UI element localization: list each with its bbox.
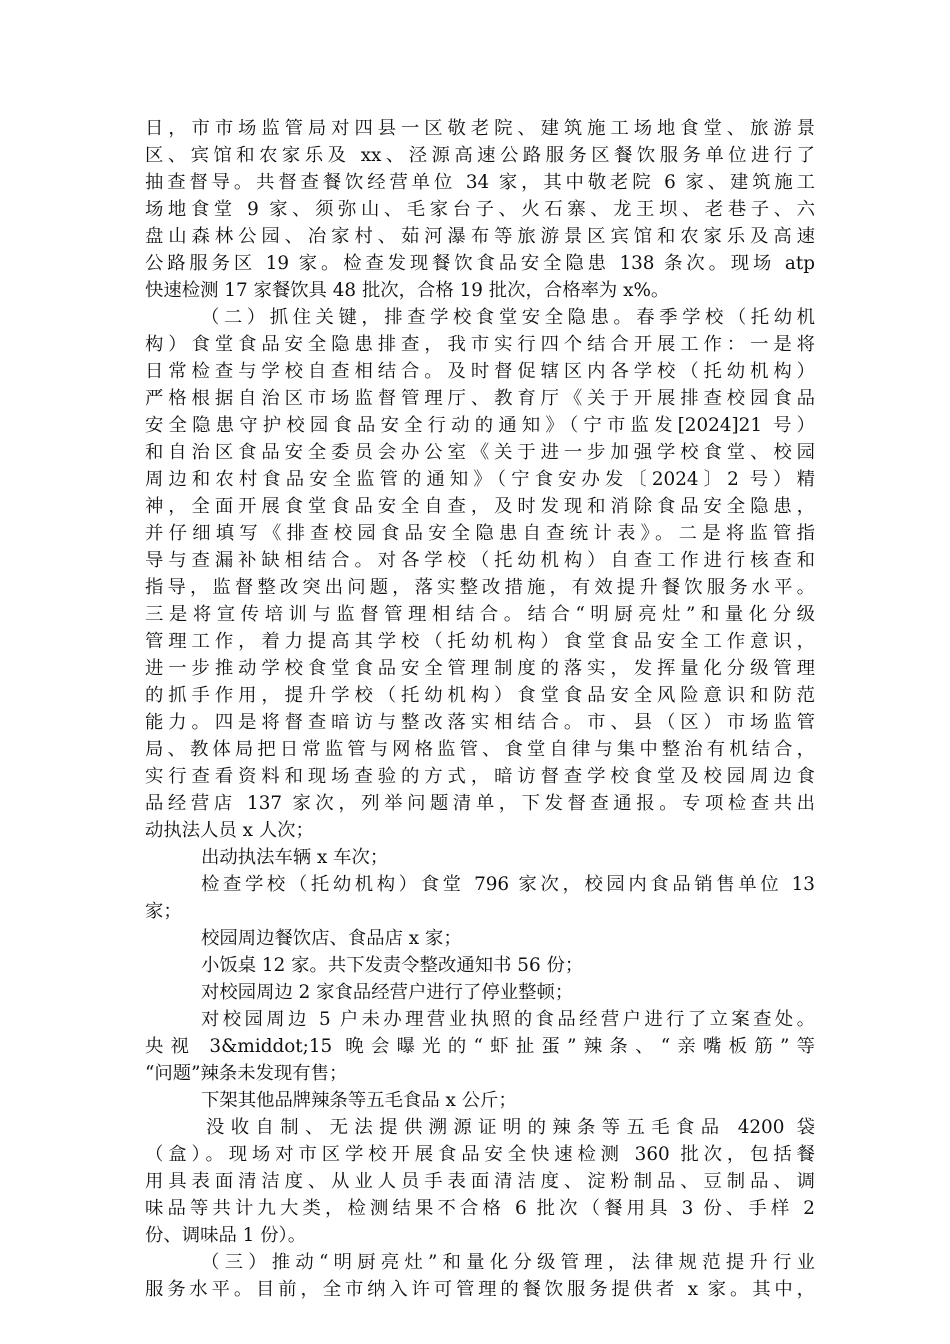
paragraph-line: 家； bbox=[145, 901, 182, 922]
paragraph-line: 快速检测 17 家餐饮具 48 批次，合格 19 批次，合格率为 x%。 bbox=[145, 280, 670, 301]
paragraph-line: 导与查漏补缺相结合。对各学校（托幼机构）自查工作进行核查和 bbox=[145, 550, 815, 571]
paragraph-line: 进一步推动学校食堂食品安全管理制度的落实，发挥量化分级管理 bbox=[145, 658, 815, 679]
paragraph-line: 出动执法车辆 x 车次； bbox=[201, 847, 389, 868]
paragraph-line: 管理工作，着力提高其学校（托幼机构）食堂食品安全工作意识， bbox=[145, 631, 815, 652]
paragraph-line: 的抓手作用，提升学校（托幼机构）食堂食品安全风险意识和防范 bbox=[145, 685, 815, 706]
paragraph-line: 日常检查与学校自查相结合。及时督促辖区内各学校（托幼机构） bbox=[145, 361, 815, 382]
paragraph-line: 服务水平。目前，全市纳入许可管理的餐饮服务提供者 x 家。其中， bbox=[145, 1279, 815, 1300]
paragraph-line: 对校园周边 2 家食品经营户进行了停业整顿； bbox=[201, 982, 574, 1003]
paragraph-line: 央视 3&middot;15 晚会曝光的“虾扯蛋”辣条、“亲嘴板筋”等 bbox=[145, 1036, 815, 1057]
paragraph-line: 品经营店 137 家次，列举问题清单，下发督查通报。专项检查共出 bbox=[145, 793, 815, 814]
paragraph-line: “问题”辣条未发现有售； bbox=[145, 1063, 348, 1084]
paragraph-line: 公路服务区 19 家。检查发现餐饮食品安全隐患 138 条次。现场 atp bbox=[145, 253, 815, 274]
paragraph-line: 日，市市场监管局对四县一区敬老院、建筑施工场地食堂、旅游景 bbox=[145, 118, 815, 139]
paragraph-line: 动执法人员 x 人次； bbox=[145, 820, 314, 841]
paragraph-line: 没收自制、无法提供溯源证明的辣条等五毛食品 4200 袋 bbox=[206, 1117, 815, 1138]
paragraph-line: 味品等共计九大类，检测结果不合格 6 批次（餐用具 3 份、手样 2 bbox=[145, 1198, 815, 1219]
paragraph-line: （二）抓住关键，排查学校食堂安全隐患。春季学校（托幼机 bbox=[201, 307, 815, 328]
paragraph-line: 检查学校（托幼机构）食堂 796 家次，校园内食品销售单位 13 bbox=[201, 874, 815, 895]
paragraph-line: 构）食堂食品安全隐患排查，我市实行四个结合开展工作：一是将 bbox=[145, 334, 815, 355]
paragraph-line: 份、调味品 1 份）。 bbox=[145, 1225, 307, 1246]
paragraph-line: 场地食堂 9 家、须弥山、毛家台子、火石寨、龙王坝、老巷子、六 bbox=[145, 199, 815, 220]
paragraph-line: 并仔细填写《排查校园食品安全隐患自查统计表》。二是将监管指 bbox=[145, 523, 815, 544]
paragraph-line: 下架其他品牌辣条等五毛食品 x 公斤； bbox=[201, 1090, 517, 1111]
paragraph-line: （三）推动“明厨亮灶”和量化分级管理，法律规范提升行业 bbox=[201, 1252, 815, 1273]
paragraph-line: 小饭桌 12 家。共下发责令整改通知书 56 份； bbox=[201, 955, 584, 976]
paragraph-line: 三是将宣传培训与监督管理相结合。结合“明厨亮灶”和量化分级 bbox=[145, 604, 815, 625]
paragraph-line: 抽查督导。共督查餐饮经营单位 34 家，其中敬老院 6 家、建筑施工 bbox=[145, 172, 815, 193]
paragraph-line: 和自治区食品安全委员会办公室《关于进一步加强学校食堂、校园 bbox=[145, 442, 815, 463]
paragraph-line: 周边和农村食品安全监管的通知》（宁食安办发〔2024〕2 号）精 bbox=[145, 469, 815, 490]
paragraph-line: 盘山森林公园、冶家村、茹河瀑布等旅游景区宾馆和农家乐及高速 bbox=[145, 226, 815, 247]
paragraph-line: 能力。四是将督查暗访与整改落实相结合。市、县（区）市场监管 bbox=[145, 712, 815, 733]
paragraph-line: 区、宾馆和农家乐及 xx、泾源高速公路服务区餐饮服务单位进行了 bbox=[145, 145, 815, 166]
paragraph-line: 对校园周边 5 户未办理营业执照的食品经营户进行了立案查处。 bbox=[201, 1009, 815, 1030]
paragraph-line: 用具表面清洁度、从业人员手表面清洁度、淀粉制品、豆制品、调 bbox=[145, 1171, 815, 1192]
paragraph-line: 神，全面开展食堂食品安全自查，及时发现和消除食品安全隐患， bbox=[145, 496, 815, 517]
paragraph-line: 安全隐患守护校园食品安全行动的通知》（宁市监发[2024]21 号） bbox=[145, 415, 815, 436]
paragraph-line: （盒）。现场对市区学校开展食品安全快速检测 360 批次，包括餐 bbox=[145, 1144, 815, 1165]
paragraph-line: 实行查看资料和现场查验的方式，暗访督查学校食堂及校园周边食 bbox=[145, 766, 815, 787]
paragraph-line: 校园周边餐饮店、食品店 x 家； bbox=[201, 928, 462, 949]
paragraph-line: 指导，监督整改突出问题，落实整改措施，有效提升餐饮服务水平。 bbox=[145, 577, 815, 598]
paragraph-line: 严格根据自治区市场监督管理厅、教育厅《关于开展排查校园食品 bbox=[145, 388, 815, 409]
paragraph-line: 局、教体局把日常监管与网格监管、食堂自律与集中整治有机结合， bbox=[145, 739, 815, 760]
